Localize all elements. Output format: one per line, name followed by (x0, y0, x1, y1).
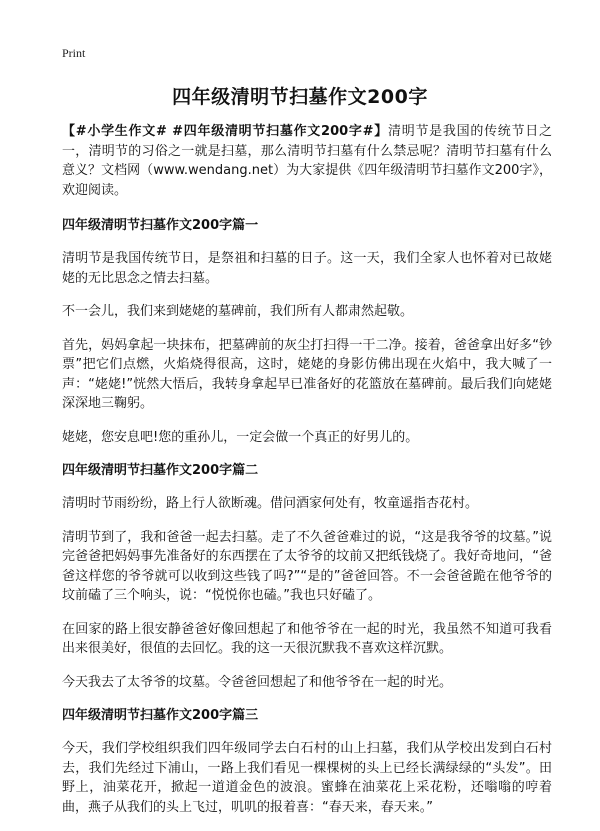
section-heading-1: 四年级清明节扫墓作文200字篇一 (62, 218, 259, 233)
article-body (62, 122, 552, 831)
print-link[interactable]: Print (62, 46, 86, 60)
intro-tags: 【#小学生作文# #四年级清明节扫墓作文200字#】 (62, 124, 388, 139)
paragraph: 清明节到了，我和爸爸一起去扫墓。走了不久爸爸难过的说，“这是我爷爷的坟墓。”说完爸爸把妈妈事先准备好的东西摆在了太爷爷的坟前又把纸钱烧了。我好奇地问，“爸爸这样您的爷爷就可以收到这些钱了吗?”“是的”爸爸回答。不一会爸爸跪在他爷爷的坟前磕了三个响头，说：“悦悦你也磕。”我也只好磕了。 (62, 529, 552, 603)
paragraph: 在回家的路上很安静爸爸好像回想起了和他爷爷在一起的时光，我虽然不知道可我看出来很美好，很值的去回忆。我的这一天很沉默我不喜欢这样沉默。 (62, 621, 552, 656)
paragraph: 今天我去了太爷爷的坟墓。令爸爸回想起了和他爷爷在一起的时光。 (62, 674, 453, 690)
paragraph: 不一会儿，我们来到姥姥的墓碑前，我们所有人都肃然起敬。 (62, 304, 414, 319)
section-heading-2: 四年级清明节扫墓作文200字篇二 (62, 463, 259, 478)
paragraph: 清明节是我国传统节日，是祭祖和扫墓的日子。这一天，我们全家人也怀着对已故姥姥的无比思念之情去扫墓。 (62, 251, 552, 286)
paragraph: 姥姥，您安息吧!您的重孙儿，一定会做一个真正的好男儿的。 (62, 429, 419, 445)
paragraph: 今天，我们学校组织我们四年级同学去白石村的山上扫墓，我们从学校出发到白石村去，我们先经过下浦山，一路上我们看见一棵棵树的头上已经长满绿绿的“头发”。田野上，油菜花开，掀起一道道金色的波浪。蜜蜂在油菜花上采花粉，还嗡嗡的哼着曲，燕子从我们的头上飞过，叽叽的报着喜：“春天来，春天来。” (62, 741, 552, 815)
intro-paragraph (62, 122, 552, 200)
intro-text: 清明节是我国的传统节日之一，清明节的习俗之一就是扫墓，那么清明节扫墓有什么禁忌呢？清明节扫墓有什么意义？文档网（www.wendang.net）为大家提供《四年级清明节扫墓作文200字》，欢迎阅读。 (62, 124, 552, 198)
paragraph: 首先，妈妈拿起一块抹布，把墓碑前的灰尘打扫得一干二净。接着，爸爸拿出好多“钞票”把它们点燃，火焰烧得很高，这时，姥姥的身影仿佛出现在火焰中，我大喊了一声：“姥姥!”恍然大悟后，我转身拿起早已准备好的花篮放在墓碑前。最后我们向姥姥深深地三鞠躬。 (62, 337, 552, 411)
page-title: 四年级清明节扫墓作文200字 (172, 86, 428, 108)
paragraph: 清明时节雨纷纷，路上行人欲断魂。借问酒家何处有，牧童遥指杏花村。 (62, 496, 479, 511)
section-heading-3: 四年级清明节扫墓作文200字篇三 (62, 708, 259, 723)
